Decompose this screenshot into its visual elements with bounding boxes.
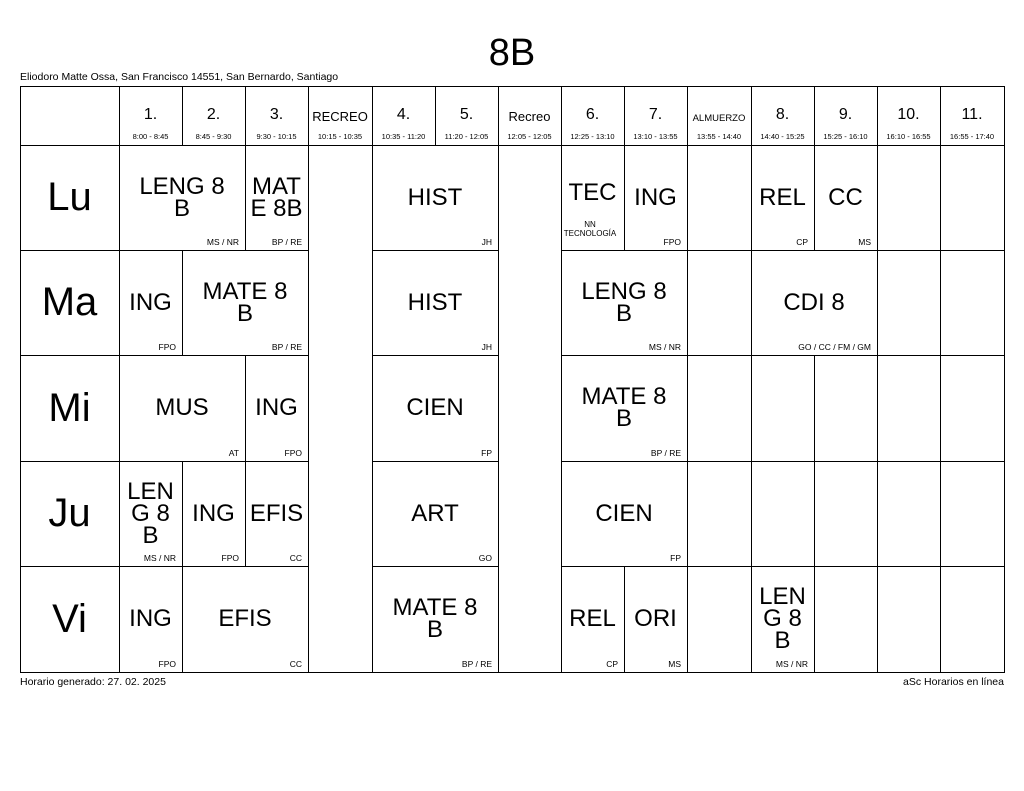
lesson-subject	[245, 355, 308, 461]
lesson-cell[interactable]	[245, 145, 308, 250]
lesson-teacher: FPO	[284, 448, 302, 458]
period-time: 10:15 - 10:35	[317, 132, 363, 141]
lesson-cell[interactable]	[624, 566, 687, 672]
period-header-1	[119, 86, 182, 145]
period-time: 16:10 - 16:55	[886, 132, 931, 141]
lesson-subject-text: ART	[411, 499, 459, 527]
period-number: 3.	[269, 106, 284, 123]
lesson-cell[interactable]	[624, 145, 687, 250]
lesson-subtitle: NN TECNOLOGÍA	[563, 220, 617, 238]
period-header-4	[308, 86, 372, 145]
timetable-title: 8B	[488, 32, 536, 74]
cell-divider	[877, 355, 878, 461]
lesson-teacher: FPO	[158, 659, 176, 669]
lesson-subject-text: CDI 8	[783, 288, 845, 316]
lesson-teacher: MS	[858, 237, 871, 247]
lesson-subject-text: ING	[129, 288, 172, 316]
lesson-cell[interactable]	[561, 566, 624, 672]
lesson-teacher: MS / NR	[648, 342, 681, 352]
lesson-cell[interactable]	[119, 250, 182, 355]
lesson-subject	[182, 566, 308, 672]
lesson-teacher: CC	[289, 659, 302, 669]
lesson-cell[interactable]	[751, 250, 877, 355]
period-time: 14:40 - 15:25	[760, 132, 805, 141]
lesson-teacher: GO	[478, 553, 492, 563]
lesson-cell[interactable]	[751, 566, 814, 672]
period-time: 15:25 - 16:10	[823, 132, 868, 141]
cell-divider	[940, 250, 941, 355]
period-header-14	[940, 86, 1004, 145]
day-label-mi: Mi	[48, 385, 91, 430]
day-label-ju: Ju	[48, 491, 91, 535]
lesson-subject	[561, 461, 687, 566]
lesson-teacher: BP / RE	[271, 237, 302, 247]
period-header-5	[372, 86, 435, 145]
lesson-cell[interactable]	[561, 250, 687, 355]
lesson-cell[interactable]	[751, 145, 814, 250]
lesson-teacher: GO / CC / FM / GM	[798, 342, 871, 352]
period-number: 9.	[838, 106, 853, 123]
lesson-cell[interactable]	[561, 461, 687, 566]
period-number: 6.	[585, 106, 600, 123]
lesson-subject	[372, 355, 498, 461]
lesson-subject	[119, 145, 245, 250]
cell-divider	[308, 145, 309, 250]
cell-divider	[308, 566, 309, 672]
period-number: 4.	[396, 106, 411, 123]
lesson-cell[interactable]	[245, 461, 308, 566]
period-time: 9:30 - 10:15	[256, 132, 297, 141]
cell-divider	[308, 355, 309, 461]
lesson-teacher: FP	[481, 448, 492, 458]
period-header-7	[498, 86, 561, 145]
lesson-cell[interactable]	[182, 250, 308, 355]
lesson-subject	[119, 566, 182, 672]
period-number: 1.	[143, 106, 158, 123]
cell-divider	[498, 461, 499, 566]
period-number: RECREO	[312, 109, 368, 124]
lesson-subject-text: LENG 8B	[581, 277, 667, 327]
period-header-8	[561, 86, 624, 145]
lesson-subject-text: LENG 8B	[139, 172, 225, 222]
period-number: 2.	[206, 106, 221, 123]
lesson-teacher: CC	[289, 553, 302, 563]
lesson-teacher: FPO	[663, 237, 681, 247]
lesson-cell[interactable]	[245, 355, 308, 461]
period-time: 13:55 - 14:40	[696, 132, 742, 141]
cell-divider	[814, 355, 815, 461]
lesson-subject	[624, 145, 687, 250]
cell-divider	[940, 145, 941, 250]
lesson-subject-text: MATE 8B	[250, 172, 303, 222]
lesson-teacher: FP	[670, 553, 681, 563]
lesson-teacher: CP	[796, 237, 808, 247]
lesson-teacher: MS / NR	[143, 553, 176, 563]
lesson-teacher: MS	[668, 659, 681, 669]
cell-divider	[687, 566, 688, 672]
lesson-subject	[372, 461, 498, 566]
lesson-subject	[245, 145, 308, 250]
lesson-teacher: BP / RE	[271, 342, 302, 352]
period-time: 10:35 - 11:20	[381, 132, 426, 141]
lesson-subject-text: TEC	[568, 178, 617, 206]
lesson-cell[interactable]	[372, 461, 498, 566]
lesson-subject-text: EFIS	[249, 499, 304, 527]
lesson-teacher: MS / NR	[775, 659, 808, 669]
lesson-subject	[561, 355, 687, 461]
lesson-cell[interactable]	[119, 145, 245, 250]
lesson-subject	[751, 145, 814, 250]
period-number: 7.	[648, 106, 663, 123]
lesson-subject	[372, 566, 498, 672]
period-header-11	[751, 86, 814, 145]
lesson-subject-text: REL	[569, 605, 616, 632]
generated-date: Horario generado: 27. 02. 2025	[20, 676, 166, 688]
cell-divider	[877, 566, 878, 672]
period-number: 11.	[961, 106, 983, 123]
period-time: 8:45 - 9:30	[195, 132, 232, 141]
lesson-subject	[372, 250, 498, 355]
lesson-subject-text: LENG 8B	[127, 477, 174, 549]
lesson-subject	[372, 145, 498, 250]
lesson-teacher: JH	[481, 342, 492, 352]
lesson-subject	[119, 461, 182, 566]
lesson-subject-text: CIEN	[406, 394, 464, 421]
lesson-cell[interactable]	[372, 566, 498, 672]
period-header-12	[814, 86, 877, 145]
lesson-cell[interactable]	[182, 461, 245, 566]
cell-divider	[687, 250, 688, 355]
cell-divider	[687, 145, 688, 250]
period-header-2	[182, 86, 245, 145]
lesson-subject	[119, 250, 182, 355]
lesson-subject-text: MATE 8B	[202, 277, 288, 327]
period-header-13	[877, 86, 940, 145]
period-time: 13:10 - 13:55	[633, 132, 678, 141]
lesson-cell[interactable]	[561, 145, 624, 250]
lesson-subject	[182, 461, 245, 566]
lesson-cell[interactable]	[119, 461, 182, 566]
lesson-subject	[814, 145, 877, 250]
lesson-teacher: AT	[228, 448, 239, 458]
cell-divider	[498, 145, 499, 250]
lesson-subject	[182, 250, 308, 355]
lesson-subject-text: CIEN	[595, 499, 653, 527]
cell-divider	[498, 355, 499, 461]
cell-divider	[940, 566, 941, 672]
cell-divider	[308, 461, 309, 566]
cell-divider	[877, 145, 878, 250]
cell-divider	[877, 461, 878, 566]
lesson-subject-text: EFIS	[218, 605, 272, 632]
lesson-subject	[561, 165, 624, 220]
lesson-cell[interactable]	[182, 566, 308, 672]
cell-divider	[498, 566, 499, 672]
cell-divider	[687, 355, 688, 461]
lesson-subject-text: ING	[255, 394, 298, 421]
lesson-teacher: CP	[606, 659, 618, 669]
lesson-teacher: FPO	[221, 553, 239, 563]
lesson-subject-text: ORI	[634, 605, 677, 632]
lesson-subject-text: MATE 8B	[392, 594, 478, 643]
period-time: 8:00 - 8:45	[132, 132, 169, 141]
lesson-subject-text: MATE 8B	[581, 383, 667, 432]
lesson-teacher: JH	[481, 237, 492, 247]
lesson-subject	[624, 566, 687, 672]
lesson-subject	[751, 250, 877, 355]
cell-divider	[940, 355, 941, 461]
lesson-subject-text: ING	[192, 499, 235, 527]
lesson-subject-text: MUS	[155, 394, 209, 421]
lesson-subject-text: LENG 8B	[759, 583, 806, 654]
period-number: 5.	[459, 106, 474, 123]
lesson-teacher: BP / RE	[650, 448, 681, 458]
period-header-6	[435, 86, 498, 145]
lesson-subject-text: HIST	[407, 183, 463, 211]
lesson-cell[interactable]	[119, 566, 182, 672]
day-label-lu: Lu	[47, 175, 92, 219]
period-time: 11:20 - 12:05	[444, 132, 489, 141]
lesson-subject-text: ING	[634, 183, 677, 211]
lesson-subject-text: HIST	[407, 288, 463, 316]
cell-divider	[814, 566, 815, 672]
lesson-cell[interactable]	[814, 145, 877, 250]
day-label-ma: Ma	[41, 280, 98, 324]
cell-divider	[877, 250, 878, 355]
day-label-vi: Vi	[52, 596, 87, 641]
period-header-10	[687, 86, 751, 145]
period-time: 12:25 - 13:10	[570, 132, 615, 141]
lesson-subject	[119, 355, 245, 461]
lesson-cell[interactable]	[119, 355, 245, 461]
school-address: Eliodoro Matte Ossa, San Francisco 14551, San Bernardo, Santiago	[20, 71, 339, 83]
timetable-grid	[20, 86, 1004, 672]
lesson-subject	[561, 566, 624, 672]
period-header-3	[245, 86, 308, 145]
cell-divider	[308, 250, 309, 355]
lesson-subject-text: CC	[828, 183, 863, 211]
lesson-teacher: FPO	[158, 342, 176, 352]
cell-divider	[751, 461, 752, 566]
lesson-subject	[751, 566, 814, 672]
lesson-cell[interactable]	[372, 250, 498, 355]
cell-divider	[940, 461, 941, 566]
period-number: ALMUERZO	[692, 113, 746, 124]
period-number: 8.	[775, 106, 790, 123]
cell-divider	[751, 355, 752, 461]
lesson-subject-text: REL	[759, 183, 806, 211]
app-credit: aSc Horarios en línea	[903, 676, 1004, 688]
lesson-cell[interactable]	[561, 355, 687, 461]
lesson-subject	[561, 250, 687, 355]
lesson-teacher: BP / RE	[461, 659, 492, 669]
period-number: Recreo	[508, 109, 551, 124]
period-number: 10.	[897, 106, 920, 123]
period-header-9	[624, 86, 687, 145]
lesson-subject	[245, 461, 308, 566]
cell-divider	[498, 250, 499, 355]
lesson-subject-text: ING	[129, 605, 172, 632]
lesson-cell[interactable]	[372, 145, 498, 250]
period-time: 16:55 - 17:40	[949, 132, 995, 141]
lesson-teacher: MS / NR	[206, 237, 239, 247]
cell-divider	[687, 461, 688, 566]
cell-divider	[814, 461, 815, 566]
lesson-cell[interactable]	[372, 355, 498, 461]
period-time: 12:05 - 12:05	[507, 132, 552, 141]
